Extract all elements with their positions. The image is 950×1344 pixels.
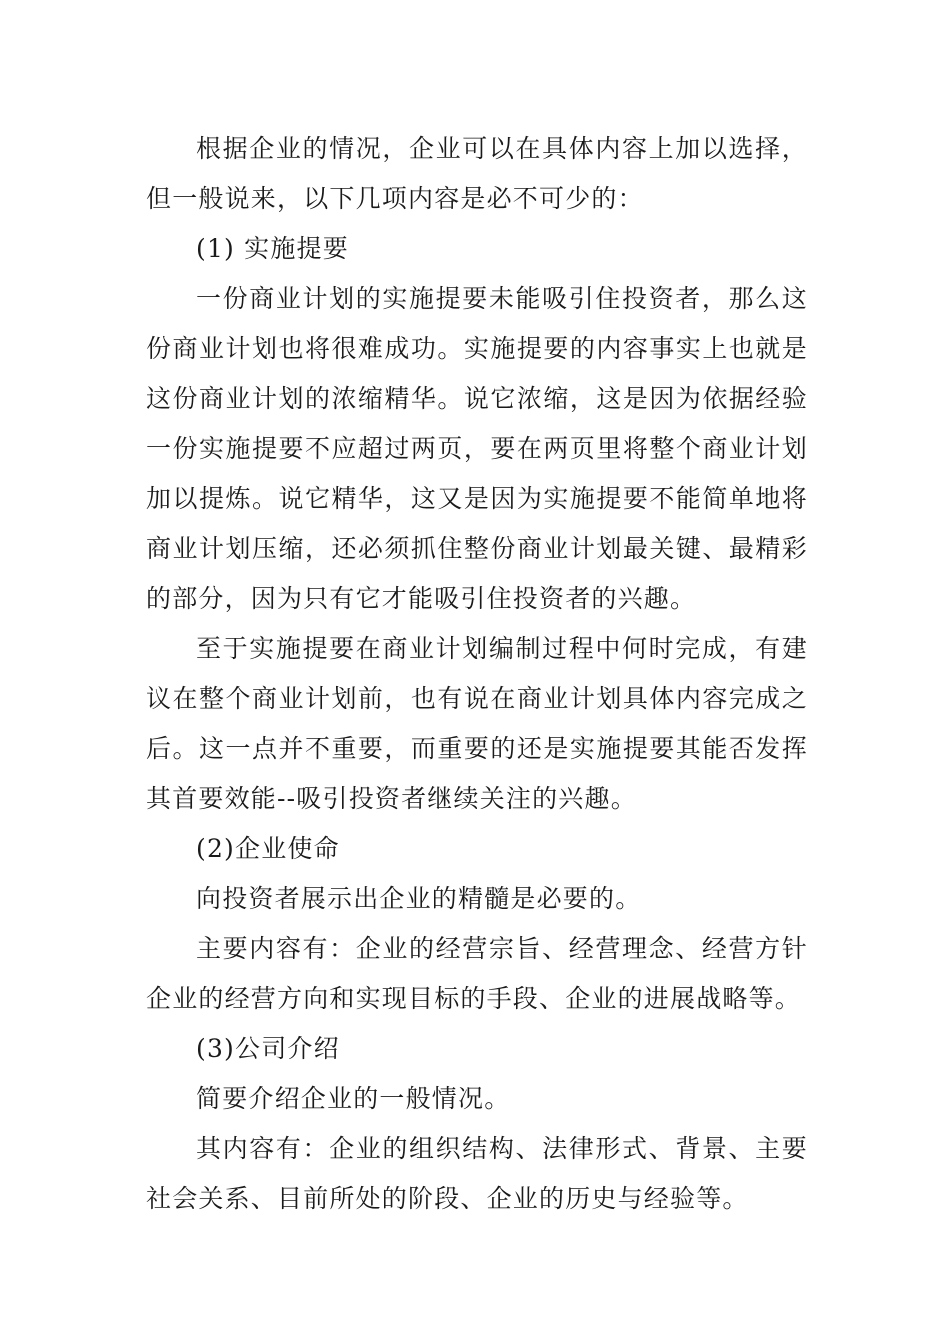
section-heading-3: (3)公司介绍 bbox=[196, 1034, 340, 1063]
mission-paragraph-2: 主要内容有：企业的经营宗旨、经营理念、经营方针企业的经营方向和实现目标的手段、企业的进展战略等。 bbox=[146, 934, 808, 1013]
intro-paragraph: 根据企业的情况，企业可以在具体内容上加以选择，但一般说来，以下几项内容是必不可少的： bbox=[146, 134, 808, 213]
section-heading-1: (1) 实施提要 bbox=[196, 234, 349, 263]
summary-paragraph-1: 一份商业计划的实施提要未能吸引住投资者，那么这份商业计划也将很难成功。实施提要的内容事实上也就是这份商业计划的浓缩精华。说它浓缩，这是因为依据经验一份实施提要不应超过两页，要在两页里将整个商业计划加以提炼。说它精华，这又是因为实施提要不能简单地将商业计划压缩，还必须抓住整份商业计划最关键、最精彩的部分，因为只有它才能吸引住投资者的兴趣。 bbox=[146, 284, 808, 613]
company-paragraph-1: 简要介绍企业的一般情况。 bbox=[196, 1084, 511, 1113]
mission-paragraph-1: 向投资者展示出企业的精髓是必要的。 bbox=[196, 884, 642, 913]
document-body bbox=[146, 124, 808, 1224]
summary-paragraph-2: 至于实施提要在商业计划编制过程中何时完成，有建议在整个商业计划前，也有说在商业计划具体内容完成之后。这一点并不重要，而重要的还是实施提要其能否发挥其首要效能--吸引投资者继续关注的兴趣。 bbox=[146, 634, 808, 813]
section-heading-2: (2)企业使命 bbox=[196, 834, 340, 863]
company-paragraph-2: 其内容有：企业的组织结构、法律形式、背景、主要社会关系、目前所处的阶段、企业的历史与经验等。 bbox=[146, 1134, 808, 1213]
